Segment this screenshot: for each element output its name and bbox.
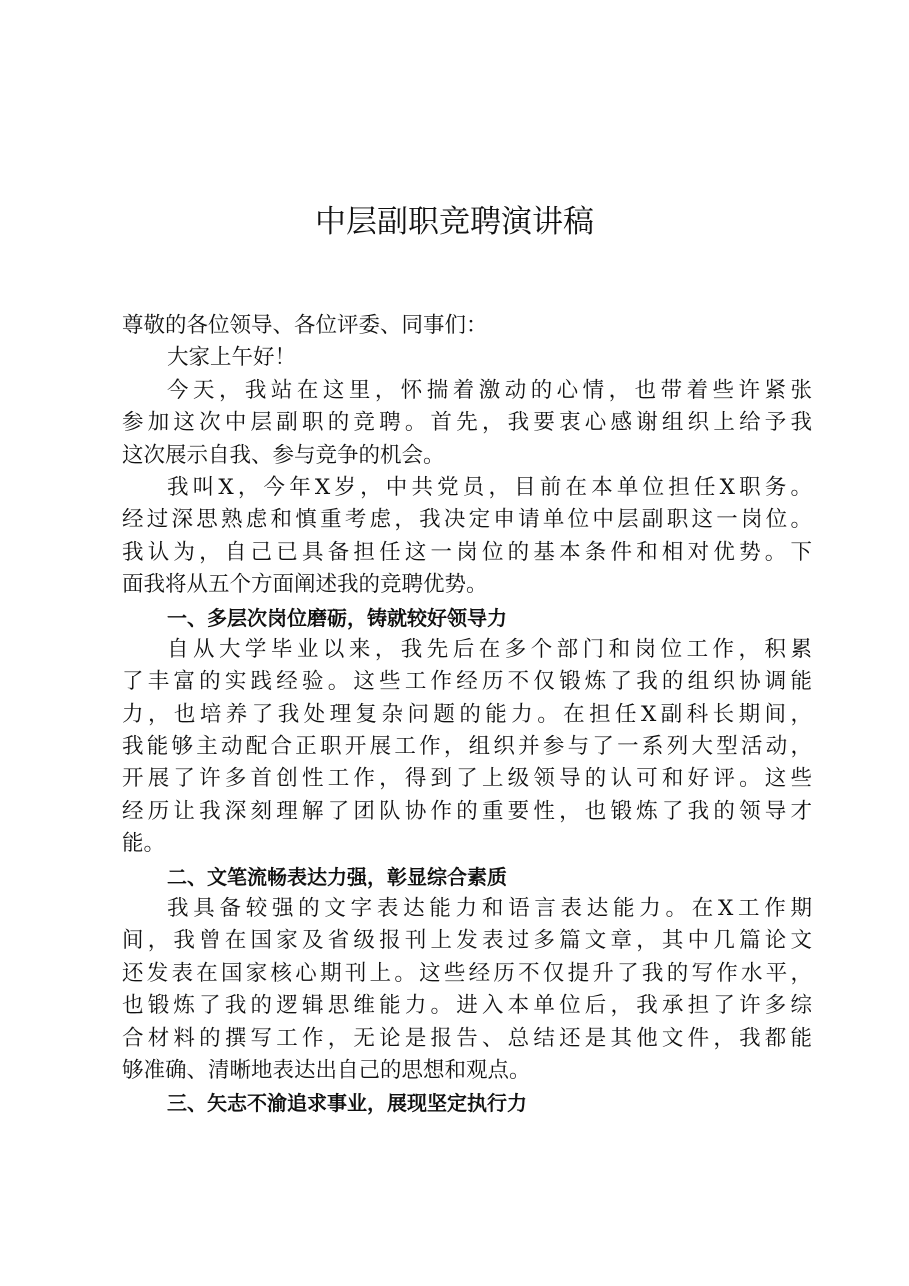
paragraph-line: 力，也培养了我处理复杂问题的能力。在担任X副科长期间， bbox=[122, 701, 812, 727]
paragraph-line: 我具备较强的文字表达能力和语言表达能力。在X工作期 bbox=[167, 896, 812, 922]
paragraph-line: 自从大学毕业以来，我先后在多个部门和岗位工作，积累 bbox=[167, 636, 812, 662]
document-body bbox=[122, 310, 812, 1120]
paragraph-line: 间，我曾在国家及省级报刊上发表过多篇文章，其中几篇论文 bbox=[122, 928, 812, 954]
section-heading: 二、文笔流畅表达力强，彰显综合素质 bbox=[167, 864, 507, 889]
paragraph-line: 我叫X，今年X岁，中共党员，目前在本单位担任X职务。 bbox=[167, 474, 812, 500]
paragraph-line: 还发表在国家核心期刊上。这些经历不仅提升了我的写作水平， bbox=[122, 960, 812, 986]
paragraph-line: 参加这次中层副职的竞聘。首先，我要衷心感谢组织上给予我 bbox=[122, 410, 812, 436]
paragraph-line: 能。 bbox=[122, 831, 166, 857]
section-heading: 三、矢志不渝追求事业，展现坚定执行力 bbox=[167, 1091, 527, 1116]
section-heading: 一、多层次岗位磨砺，铸就较好领导力 bbox=[167, 605, 507, 630]
paragraph-line: 尊敬的各位领导、各位评委、同事们： bbox=[122, 313, 488, 338]
paragraph-line: 开展了许多首创性工作，得到了上级领导的认可和好评。这些 bbox=[122, 766, 812, 792]
paragraph-line: 面我将从五个方面阐述我的竞聘优势。 bbox=[122, 572, 488, 598]
paragraph-line: 了丰富的实践经验。这些工作经历不仅锻炼了我的组织协调能 bbox=[122, 669, 812, 695]
paragraph-line: 这次展示自我、参与竞争的机会。 bbox=[122, 442, 445, 468]
paragraph-line: 合材料的撰写工作，无论是报告、总结还是其他文件，我都能 bbox=[122, 1025, 812, 1051]
paragraph-line: 经历让我深刻理解了团队协作的重要性，也锻炼了我的领导才 bbox=[122, 798, 812, 824]
paragraph-line: 也锻炼了我的逻辑思维能力。进入本单位后，我承担了许多综 bbox=[122, 993, 812, 1019]
document-title: 中层副职竞聘演讲稿 bbox=[315, 204, 594, 240]
paragraph-line: 经过深思熟虑和慎重考虑，我决定申请单位中层副职这一岗位。 bbox=[122, 507, 812, 533]
paragraph-line: 够准确、清晰地表达出自己的思想和观点。 bbox=[122, 1057, 531, 1083]
paragraph-line: 今天，我站在这里，怀揣着激动的心情，也带着些许紧张 bbox=[167, 377, 812, 403]
paragraph-line: 大家上午好！ bbox=[167, 345, 297, 371]
paragraph-line: 我能够主动配合正职开展工作，组织并参与了一系列大型活动， bbox=[122, 734, 812, 760]
paragraph-line: 我认为，自己已具备担任这一岗位的基本条件和相对优势。下 bbox=[122, 539, 812, 565]
